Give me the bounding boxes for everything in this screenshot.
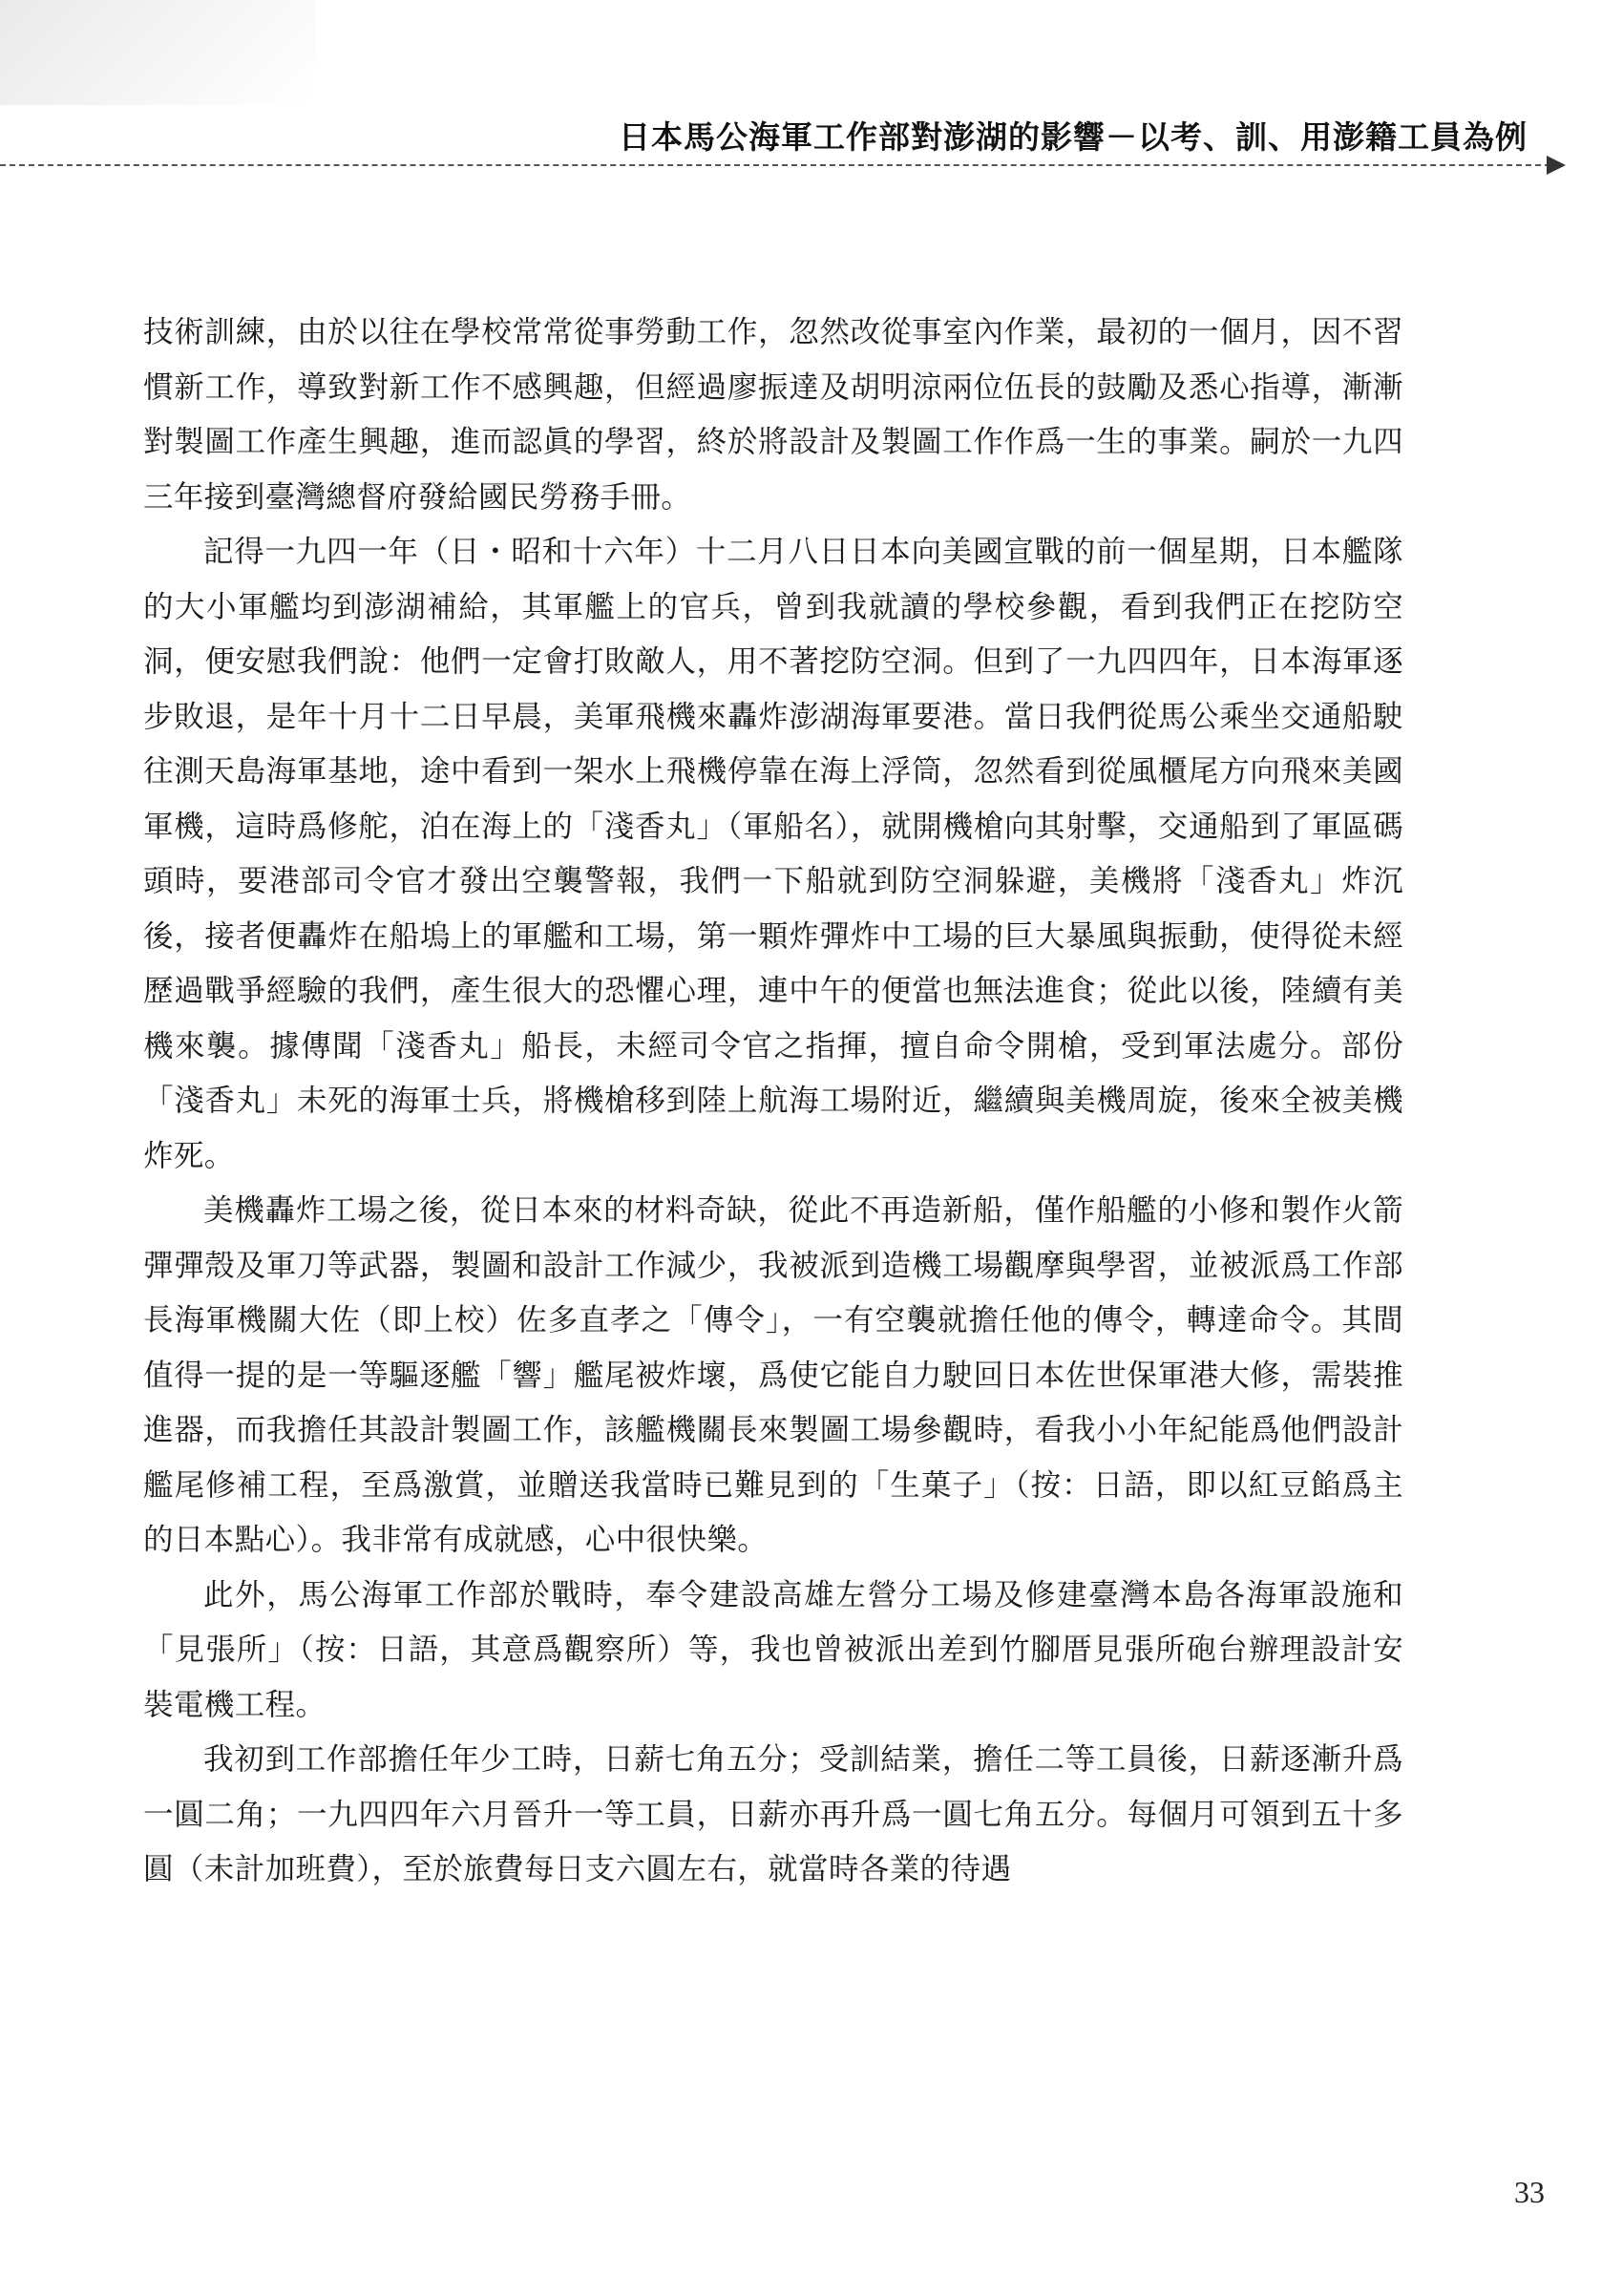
paragraph: 記得一九四一年（日・昭和十六年）十二月八日日本向美國宣戰的前一個星期，日本艦隊的大小軍艦均到澎湖補給，其軍艦上的官兵，曾到我就讀的學校參觀，看到我們正在挖防空洞，便安慰我們說：他們一定會打敗敵人，用不著挖防空洞。但到了一九四四年，日本海軍逐步敗退，是年十月十二日早晨，美軍飛機來轟炸澎湖海軍要港。當日我們從馬公乘坐交通船駛往測天島海軍基地，途中看到一架水上飛機停靠在海上浮筒，忽然看到從風櫃尾方向飛來美國軍機，這時爲修舵，泊在海上的「淺香丸」（軍船名），就開機槍向其射擊，交通船到了軍區碼頭時，要港部司令官才發出空襲警報，我們一下船就到防空洞躲避，美機將「淺香丸」炸沉後，接者便轟炸在船塢上的軍艦和工場，第一顆炸彈炸中工場的巨大暴風與振動，使得從未經歷過戰爭經驗的我們，產生很大的恐懼心理，連中午的便當也無法進食；從此以後，陸續有美機來襲。據傳聞「淺香丸」船長，未經司令官之指揮，擅自命令開槍，受到軍法處分。部份「淺香丸」未死的海軍士兵，將機槍移到陸上航海工場附近，繼續與美機周旋，後來全被美機炸死。 — [143, 535, 1403, 1173]
corner-decoration — [0, 0, 315, 105]
arrow-right-icon — [1547, 156, 1566, 175]
paragraph: 此外，馬公海軍工作部於戰時，奉令建設高雄左營分工場及修建臺灣本島各海軍設施和「見張所」（按：日語，其意爲觀察所）等，我也曾被派出差到竹腳厝見張所砲台辦理設計安裝電機工程。 — [143, 1577, 1403, 1722]
paragraph: 我初到工作部擔任年少工時，日薪七角五分；受訓結業，擔任二等工員後，日薪逐漸升爲一圓二角；一九四四年六月晉升一等工員，日薪亦再升爲一圓七角五分。每個月可領到五十多圓（未計加班費），至於旅費每日支六圓左右，就當時各業的待遇 — [143, 1742, 1403, 1886]
body-text — [143, 305, 1403, 1898]
header-dashed-rule — [0, 164, 1550, 166]
page-number: 33 — [1514, 2175, 1545, 2209]
paragraph: 技術訓練，由於以往在學校常常從事勞動工作，忽然改從事室內作業，最初的一個月，因不習慣新工作，導致對新工作不感興趣，但經過廖振達及胡明涼兩位伍長的鼓勵及悉心指導，漸漸對製圖工作產生興趣，進而認眞的學習，終於將設計及製圖工作作爲一生的事業。嗣於一九四三年接到臺灣總督府發給國民勞務手冊。 — [143, 315, 1403, 515]
running-header: 日本馬公海軍工作部對澎湖的影響－以考、訓、用澎籍工員為例 — [619, 118, 1528, 156]
paragraph: 美機轟炸工場之後，從日本來的材料奇缺，從此不再造新船，僅作船艦的小修和製作火箭彈彈殼及軍刀等武器，製圖和設計工作減少，我被派到造機工場觀摩與學習，並被派爲工作部長海軍機關大佐（即上校）佐多直孝之「傳令」，一有空襲就擔任他的傳令，轉達命令。其間值得一提的是一等驅逐艦「響」艦尾被炸壞，爲使它能自力駛回日本佐世保軍港大修，需裝推進器，而我擔任其設計製圖工作，該艦機關長來製圖工場參觀時，看我小小年紀能爲他們設計艦尾修補工程，至爲激賞，並贈送我當時已難見到的「生菓子」（按：日語，即以紅豆餡爲主的日本點心）。我非常有成就感，心中很快樂。 — [143, 1193, 1403, 1557]
